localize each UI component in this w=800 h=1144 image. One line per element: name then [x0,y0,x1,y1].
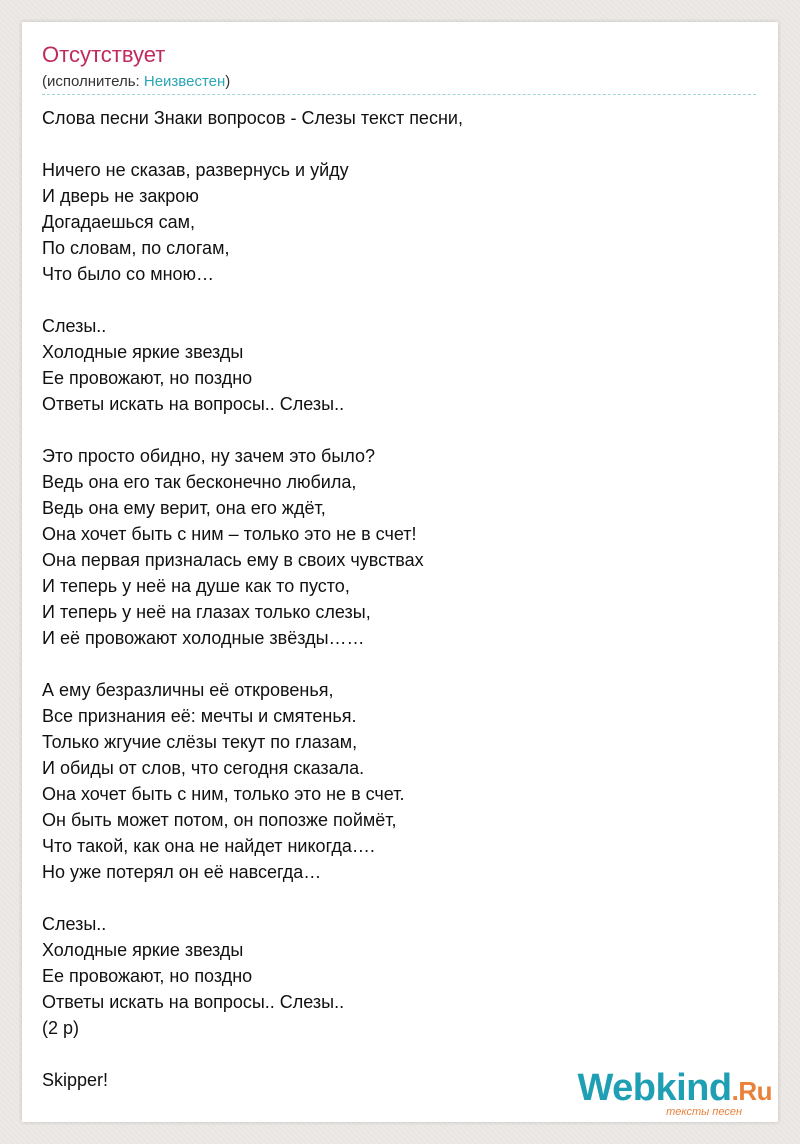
lyrics-line: И обиды от слов, что сегодня сказала. [42,758,365,778]
artist-line [42,72,230,92]
lyrics-line [42,417,756,443]
lyrics-line: Холодные яркие звезды [42,940,244,960]
lyrics-line: Ответы искать на вопросы.. Слезы.. [42,992,345,1012]
lyrics-line [42,1041,756,1067]
lyrics-line: Skipper! [42,1070,109,1090]
lyrics-line: (2 р) [42,1018,80,1038]
lyrics-line: Ведь она его так бесконечно любила, [42,472,357,492]
lyrics-line [42,651,756,677]
lyrics-line: Слезы.. [42,914,107,934]
lyrics-line [42,131,756,157]
lyrics-line: А ему безразличны её откровенья, [42,680,334,700]
webkind-logo[interactable] [577,1066,772,1118]
artist-prefix: (исполнитель: [42,73,144,90]
lyrics-line: Ведь она ему верит, она его ждёт, [42,498,326,518]
lyrics-line: Что такой, как она не найдет никогда…. [42,836,375,856]
logo-tld: .Ru [731,1076,772,1106]
lyrics-line: Холодные яркие звезды [42,342,244,362]
lyrics-text [42,105,756,1093]
lyrics-line: Ответы искать на вопросы.. Слезы.. [42,394,345,414]
lyrics-line: Она первая призналась ему в своих чувствах [42,550,424,570]
song-title: Отсутствует [42,42,166,67]
lyrics-line: Она хочет быть с ним – только это не в счет! [42,524,417,544]
lyrics-line [42,287,756,313]
lyrics-line: Ничего не сказав, развернусь и уйду [42,160,349,180]
lyrics-line: Она хочет быть с ним, только это не в счет. [42,784,405,804]
lyrics-line: Ее провожают, но поздно [42,966,253,986]
logo-tagline: тексты песен [666,1106,742,1118]
lyrics-line: Слезы.. [42,316,107,336]
divider [42,94,756,95]
lyrics-line: Все признания её: мечты и смятенья. [42,706,357,726]
lyrics-line: И теперь у неё на душе как то пусто, [42,576,350,596]
logo-brand: Webkind [577,1067,732,1109]
lyrics-line: Слова песни Знаки вопросов - Слезы текст песни, [42,108,463,128]
lyrics-line: Он быть может потом, он попозже поймёт, [42,810,397,830]
lyrics-line [42,885,756,911]
lyrics-line: Догадаешься сам, [42,212,196,232]
artist-link[interactable]: Неизвестен [143,73,226,90]
lyrics-line: Ее провожают, но поздно [42,368,253,388]
artist-suffix: ) [225,73,231,90]
lyrics-line: И теперь у неё на глазах только слезы, [42,602,371,622]
lyrics-line: Это просто обидно, ну зачем это было? [42,446,376,466]
lyrics-card [22,22,778,1122]
lyrics-line: Только жгучие слёзы текут по глазам, [42,732,358,752]
lyrics-line: Что было со мною… [42,264,215,284]
lyrics-line: Но уже потерял он её навсегда… [42,862,322,882]
lyrics-line: И дверь не закрою [42,186,199,206]
lyrics-line: И её провожают холодные звёзды…… [42,628,365,648]
lyrics-line: По словам, по слогам, [42,238,230,258]
